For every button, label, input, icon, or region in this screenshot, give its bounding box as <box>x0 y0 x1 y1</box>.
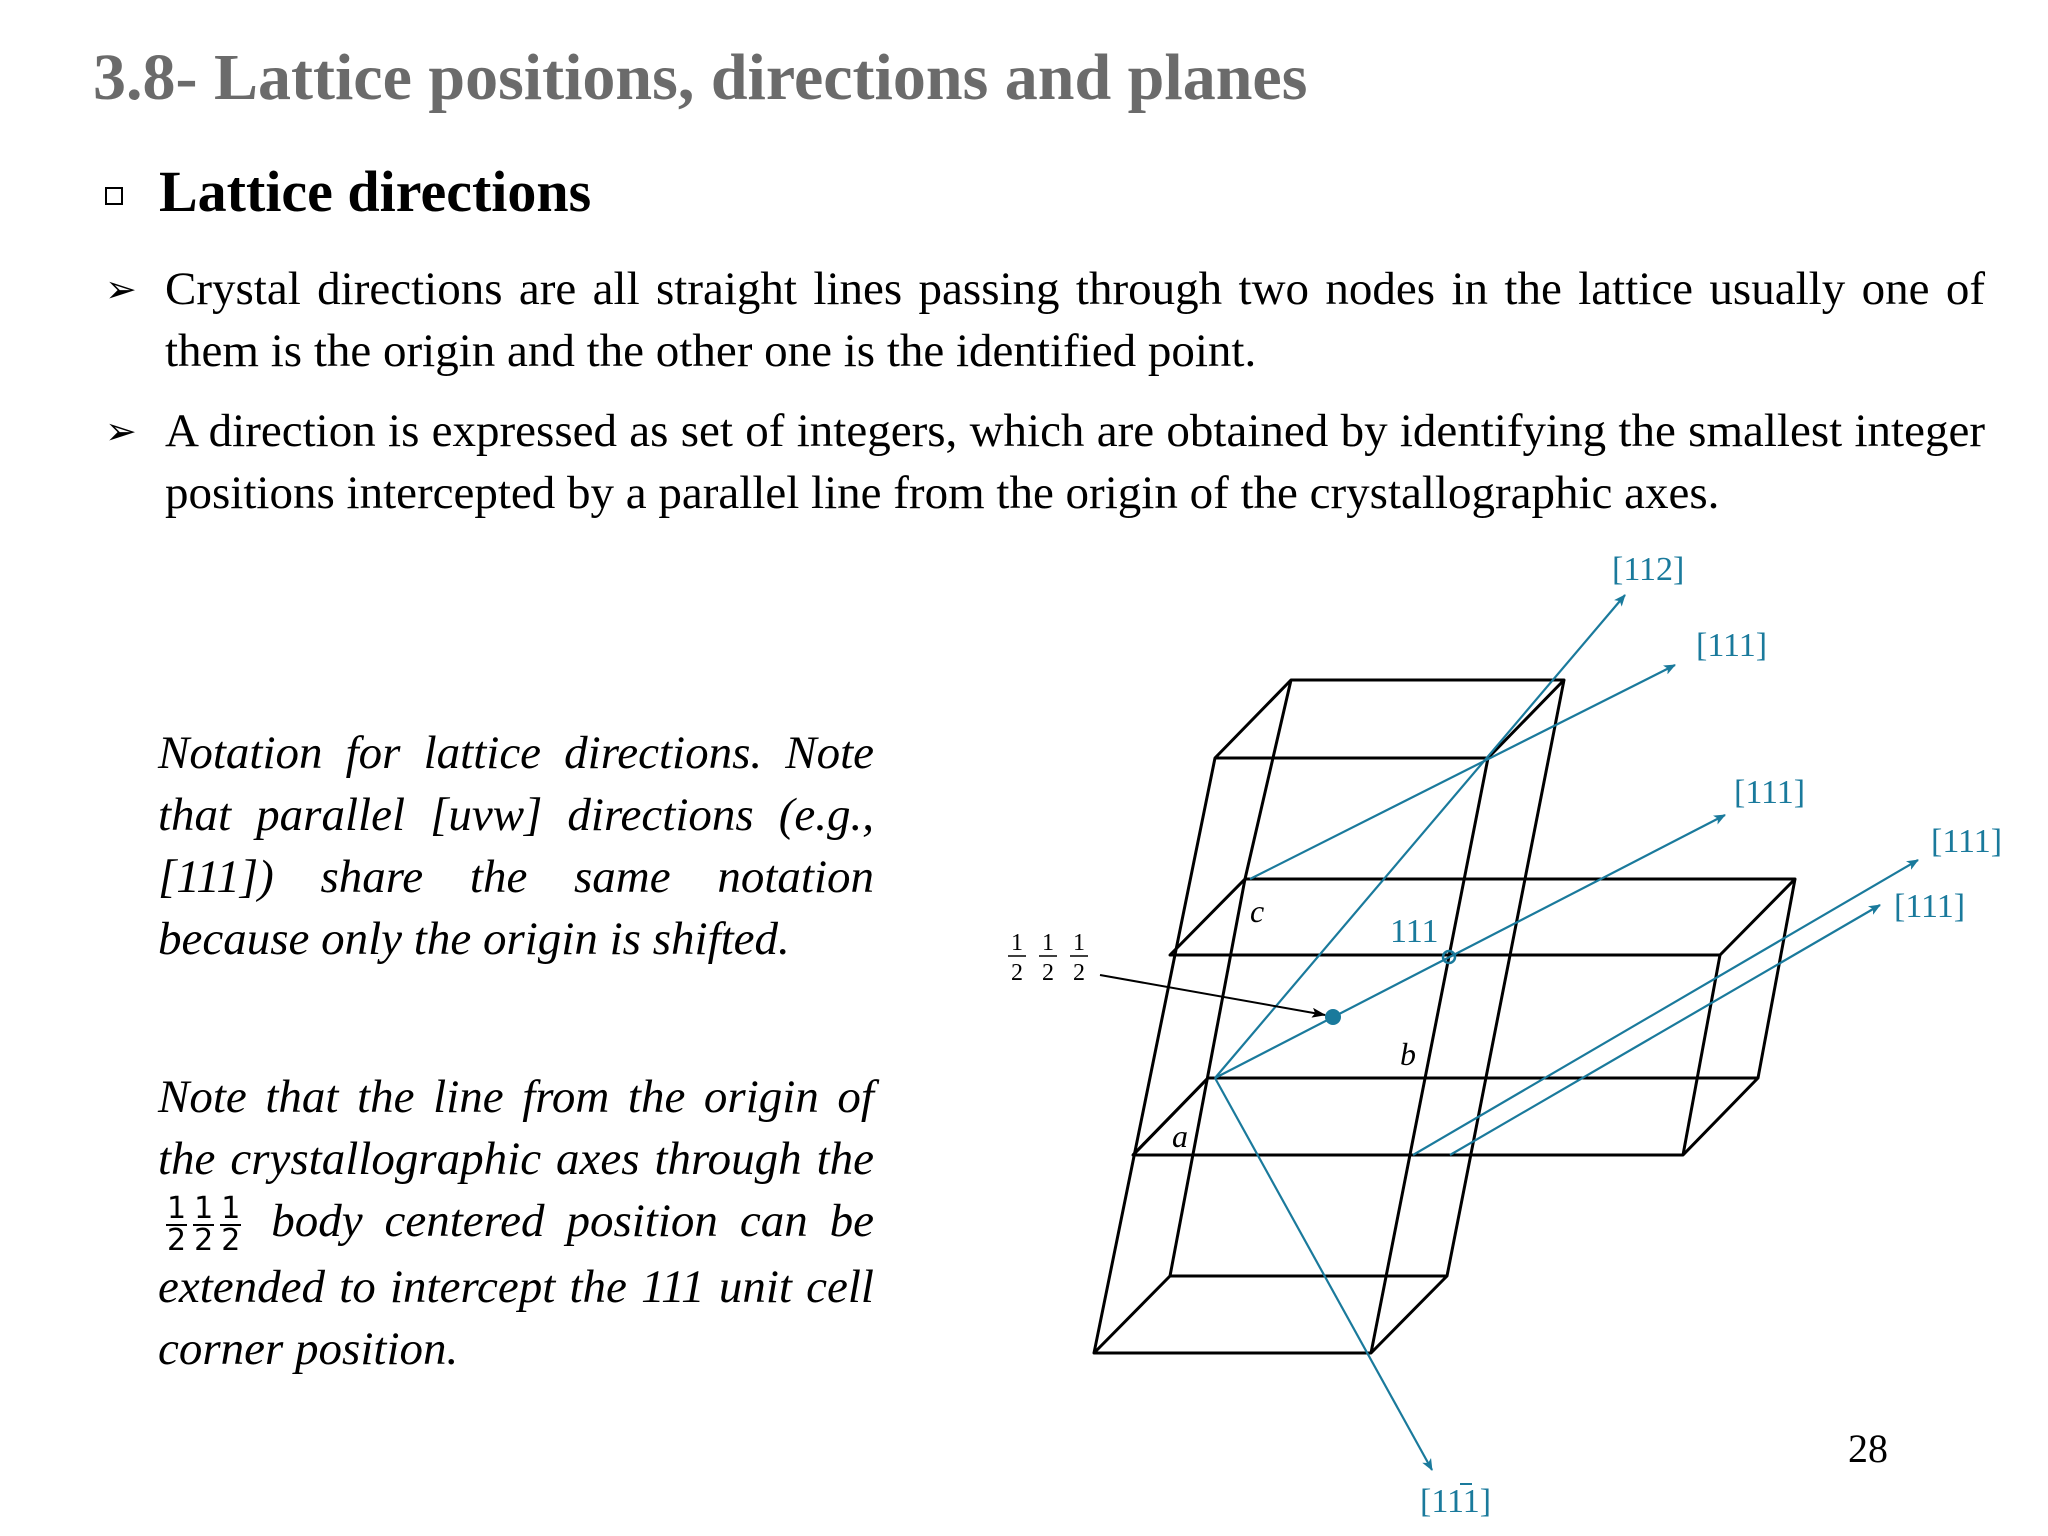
fraction-numerator: 1 <box>194 1191 214 1227</box>
fraction-denominator: 2 <box>194 1223 214 1259</box>
bullet-text: A direction is expressed as set of integers, which are obtained by identifying the smallest integer positions intercepted by a parallel line from the origin of the crystallographic axes. <box>165 405 1985 519</box>
caption-2-after: body centered position can be extended to intercept the 111 unit cell corner position. <box>158 1195 874 1376</box>
label-111-body: [111] <box>1734 774 1806 811</box>
figure-caption-1: Notation for lattice directions. Note that parallel [uvw] directions (e.g., [111]) share the same notation because only the origin is shifted. <box>158 727 874 965</box>
label-112: [112] <box>1612 551 1685 588</box>
label-corner-111: 111 <box>1390 913 1439 950</box>
label-111-top: [111] <box>1696 627 1768 664</box>
vector-111-right-lower <box>1450 905 1880 1155</box>
arrow-bullet-icon: ➢ <box>105 267 137 311</box>
vector-111-top <box>1250 665 1675 879</box>
label-111-right-upper: [111] <box>1931 823 2003 860</box>
label-111-right-lower: [111] <box>1894 888 1966 925</box>
half-position-label <box>1008 930 1088 986</box>
page-number: 28 <box>1848 1426 1888 1471</box>
half-num: 1 <box>1011 930 1023 956</box>
fraction-denominator: 2 <box>221 1223 241 1259</box>
direction-vectors <box>1215 595 1918 1470</box>
half-label-leader <box>1100 975 1325 1015</box>
page-title: 3.8- Lattice positions, directions and planes <box>93 41 1308 114</box>
fraction-numerator: 1 <box>221 1191 241 1227</box>
body-center-point <box>1325 1009 1341 1025</box>
bullet-text: Crystal directions are all straight lines passing through two nodes in the lattice usually one of them is the origin and the other one is the identified point. <box>165 263 1985 377</box>
half-num: 1 <box>1042 930 1054 956</box>
half-den: 2 <box>1073 960 1085 986</box>
fraction-numerator: 1 <box>167 1191 187 1227</box>
caption-2-before: Note that the line from the origin of the crystallographic axes through the <box>158 1071 874 1185</box>
arrow-bullet-icon: ➢ <box>105 409 137 453</box>
axis-label-b: b <box>1400 1036 1416 1072</box>
section-heading-text: Lattice directions <box>159 159 592 224</box>
vector-111-right-upper <box>1413 860 1918 1155</box>
axis-label-a: a <box>1172 1118 1188 1154</box>
label-11-1: [111] <box>1420 1483 1492 1520</box>
half-den: 2 <box>1042 960 1054 986</box>
fraction-denominator: 2 <box>167 1223 187 1259</box>
half-den: 2 <box>1011 960 1023 986</box>
half-num: 1 <box>1073 930 1085 956</box>
vector-11-1 <box>1215 1078 1432 1470</box>
axis-label-c: c <box>1250 893 1265 929</box>
